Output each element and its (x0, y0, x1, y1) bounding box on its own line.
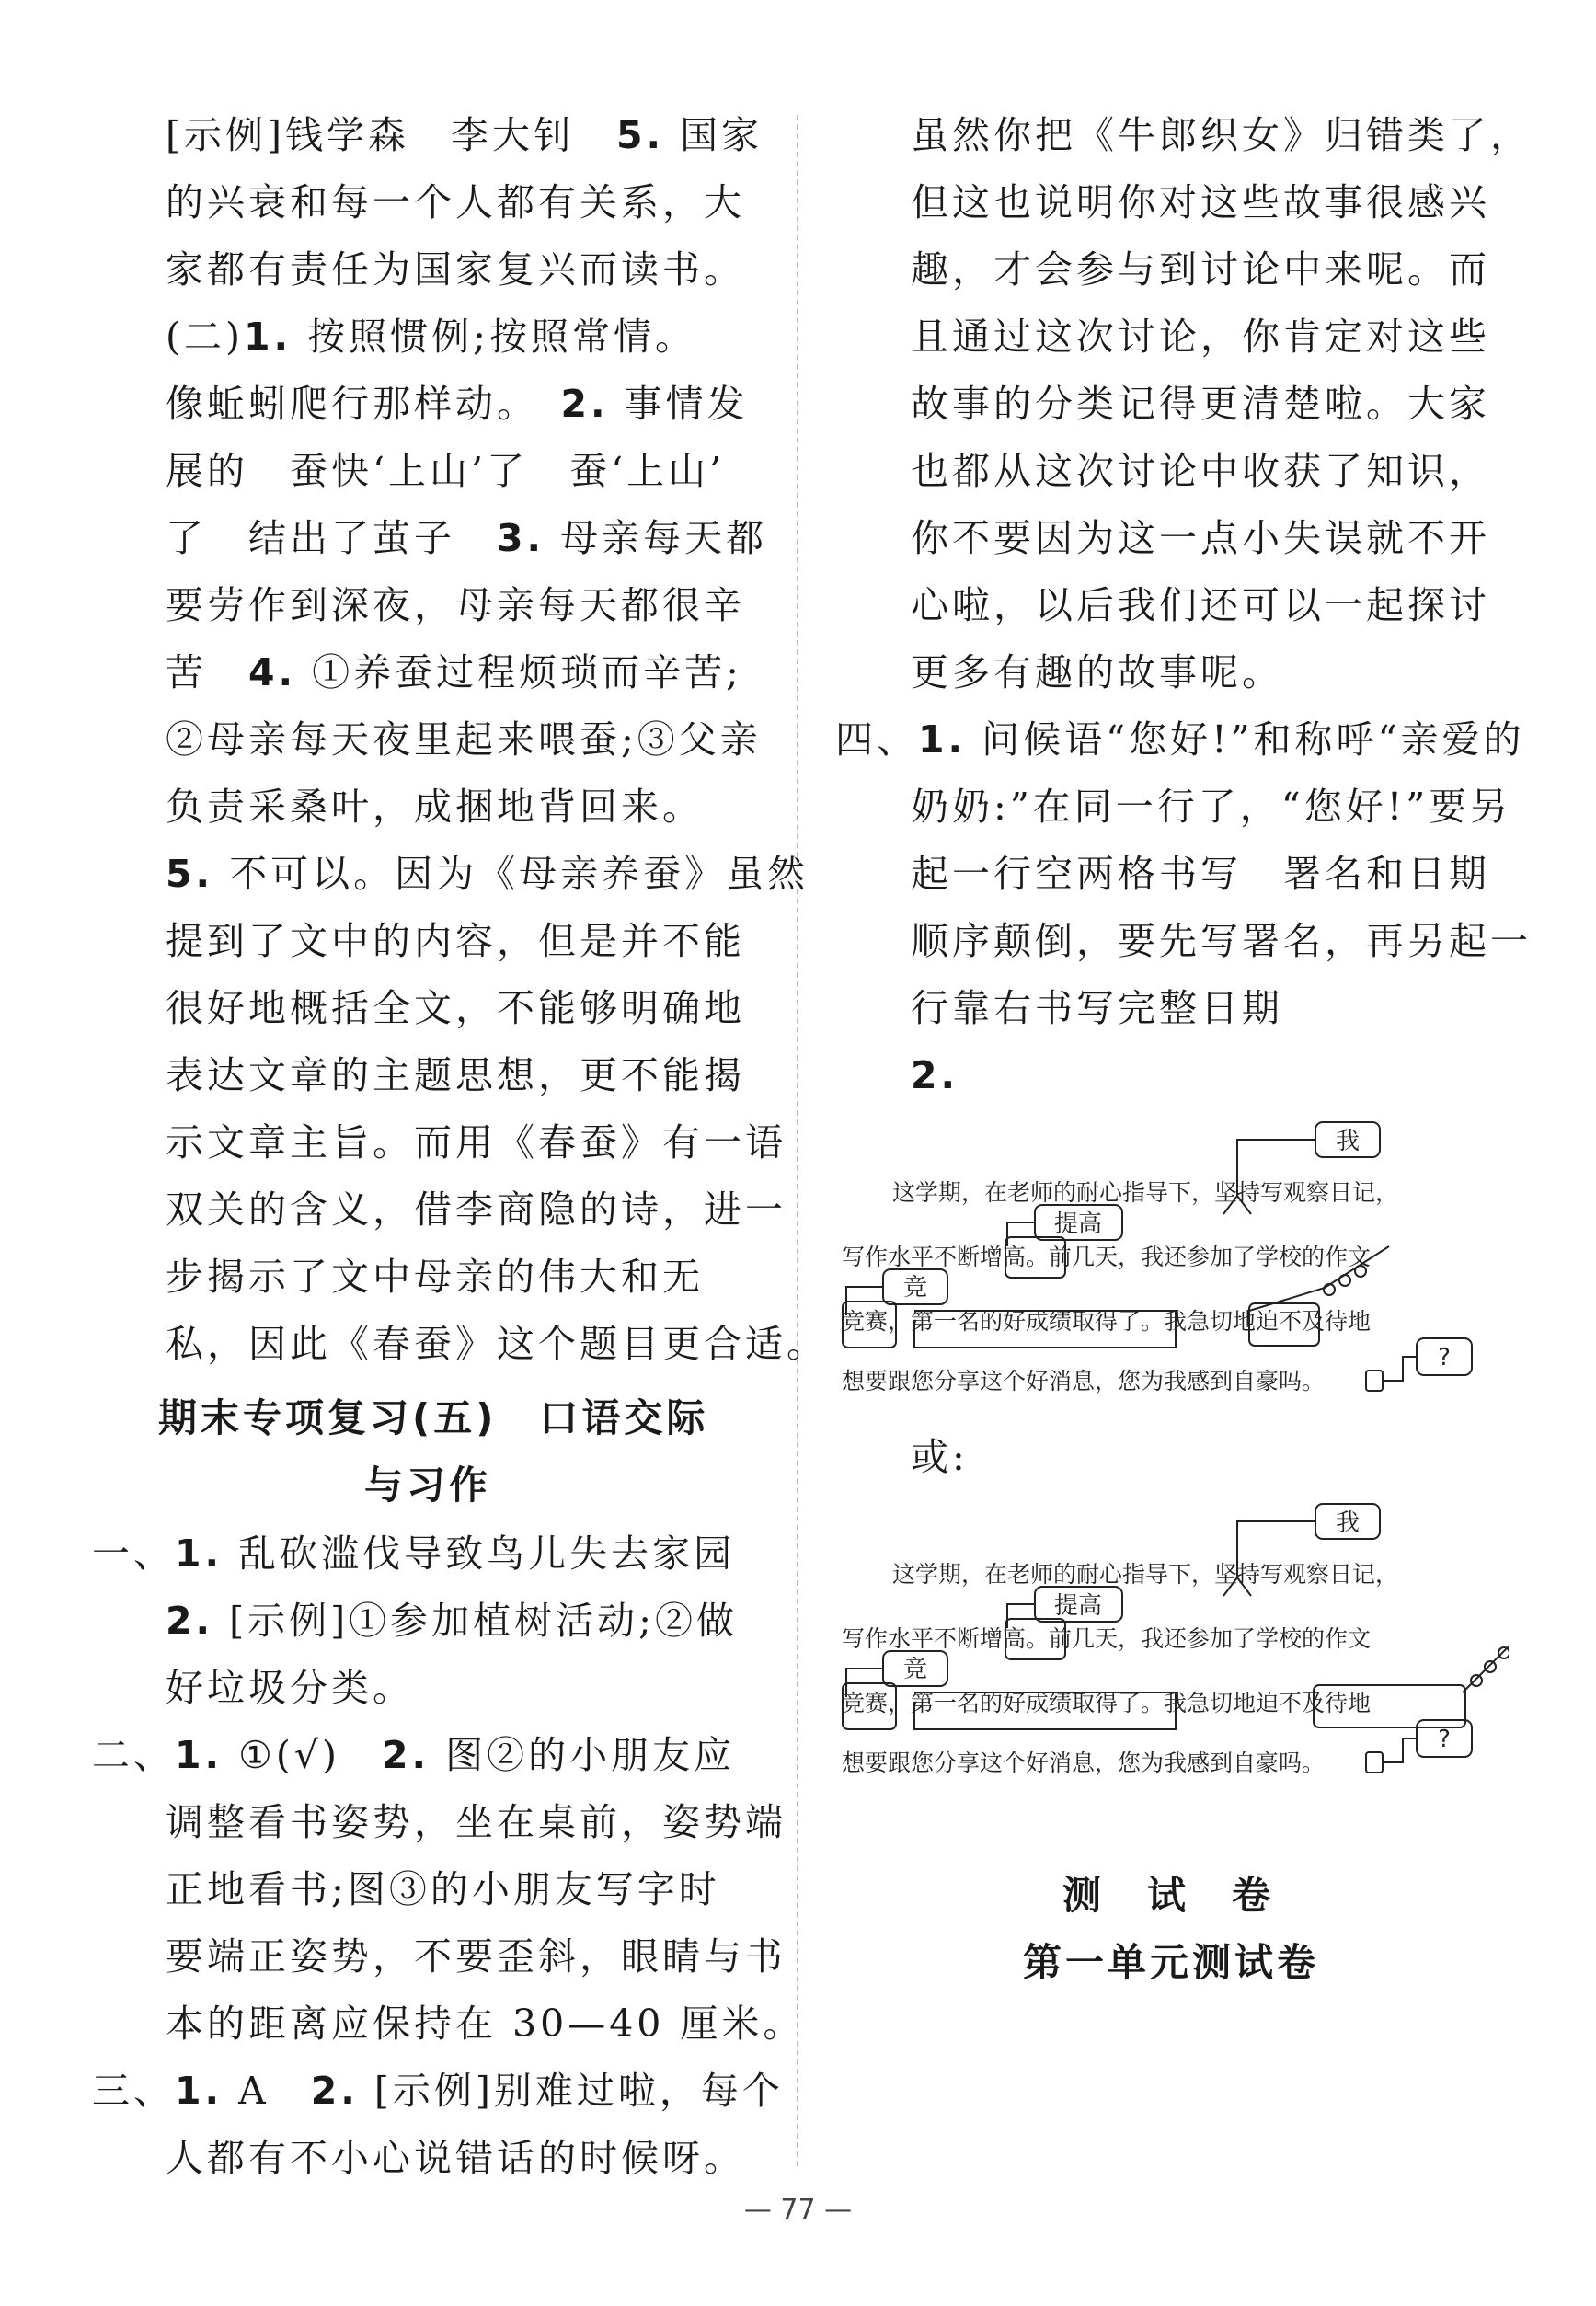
answer-line (166, 1183, 787, 1236)
answer-line (166, 1795, 787, 1849)
answer-line (166, 1930, 787, 1983)
answer-line (92, 1728, 735, 1782)
answer-text: 提到了文中的内容，但是并不能 (166, 919, 745, 963)
answer-line (166, 914, 745, 968)
answer-text: 虽然你把《牛郎织女》归错类了， (911, 113, 1532, 157)
answer-line (166, 1049, 745, 1102)
answer-line (166, 780, 704, 833)
item-number: 2. (166, 1599, 214, 1643)
answer-text: 二、 (92, 1733, 175, 1777)
answer-text: 事情发 (608, 382, 749, 426)
answer-text: 顺序颠倒，要先写署名，再另起一 (911, 919, 1532, 963)
answer-line (911, 646, 1283, 699)
item-number: 1. (175, 1532, 224, 1576)
answer-line (911, 444, 1490, 498)
answer-line (911, 914, 1532, 968)
answer-text: 且通过这次讨论，你肯定对这些 (911, 315, 1490, 359)
answer-line (911, 579, 1490, 632)
answer-line (166, 1594, 738, 1647)
answer-text: 但这也说明你对这些故事很感兴 (911, 180, 1490, 224)
answer-text: 要端正姿势，不要歪斜，眼睛与书 (166, 1934, 787, 1979)
item-number: 1. (918, 717, 967, 762)
item-number: 4. (248, 650, 297, 694)
answer-line (92, 1527, 735, 1580)
page-number: — 77 — (743, 2194, 853, 2226)
box-label-tigao: 提高 (1053, 1210, 1103, 1238)
answer-line (911, 1049, 959, 1102)
passage-line-2: 写作水平不断增高。前几天，我还参加了学校的作文 (842, 1625, 1372, 1652)
box-label-tigao: 提高 (1053, 1592, 1103, 1620)
answer-text: ②母亲每天夜里起来喂蚕;③父亲 (166, 717, 762, 762)
answer-line (911, 109, 1532, 162)
box-label-question: ? (1438, 1726, 1451, 1753)
answer-text: 展的 蚕快‘上山’了 蚕‘上山’ (166, 449, 726, 493)
answer-text: 负责采桑叶，成捆地背回来。 (166, 785, 704, 829)
column-divider (797, 115, 798, 2166)
box-label-question: ? (1438, 1344, 1451, 1371)
answer-line (911, 511, 1490, 565)
answer-text: 不可以。因为《母亲养蚕》虽然 (213, 852, 809, 896)
answer-line (166, 444, 725, 498)
answer-line (835, 713, 1525, 766)
answer-line (911, 847, 1490, 901)
answer-text: 表达文章的主题思想，更不能揭 (166, 1053, 745, 1097)
answer-text: 问候语“您好!”和称呼“亲爱的 (966, 717, 1525, 762)
answer-text: 故事的分类记得更清楚啦。大家 (911, 382, 1490, 426)
answer-text: 示文章主旨。而用《春蚕》有一语 (166, 1120, 787, 1164)
answer-text: 要劳作到深夜，母亲每天都很辛 (166, 583, 745, 627)
answer-line (911, 981, 1283, 1035)
item-number: 3. (497, 516, 545, 560)
answer-line (166, 1997, 804, 2050)
answer-text: 你不要因为这一点小失误就不开 (911, 516, 1490, 560)
answer-line (166, 176, 745, 229)
answer-line (166, 310, 696, 363)
answer-text: 更多有趣的故事呢。 (911, 650, 1283, 694)
passage-line-4: 想要跟您分享这个好消息，您为我感到自豪吗。 (842, 1368, 1326, 1394)
answer-text: 心啦，以后我们还可以一起探讨 (911, 583, 1490, 627)
answer-text: 奶奶:”在同一行了，“您好!”要另 (911, 785, 1512, 829)
answer-line (911, 243, 1490, 296)
box-label-jing: 竞 (902, 1274, 928, 1302)
answer-line (166, 1863, 720, 1916)
answer-text: ①养蚕过程烦琐而辛苦; (296, 650, 742, 694)
answer-text: 乱砍滥伐导致鸟儿失去家园 (223, 1532, 736, 1576)
answer-text: 也都从这次讨论中收获了知识， (911, 449, 1490, 493)
item-number: 5. (616, 113, 665, 157)
answer-text: 趣，才会参与到讨论中来呢。而 (911, 247, 1490, 292)
answer-line (166, 579, 745, 632)
answer-line (166, 243, 745, 296)
answer-line (166, 1250, 704, 1303)
answer-line (911, 377, 1490, 430)
item-number: 2. (560, 382, 609, 426)
answer-text: 步揭示了文中母亲的伟大和无 (166, 1255, 704, 1299)
answer-text: 起一行空两格书写 署名和日期 (911, 852, 1490, 896)
answer-line (166, 109, 763, 162)
answer-line (166, 847, 809, 901)
answer-line (166, 2131, 745, 2185)
box-label-jing: 竞 (902, 1656, 928, 1683)
alternative-label: 或: (911, 1435, 969, 1479)
item-number: 1. (244, 315, 293, 359)
answer-text: 像蚯蚓爬行那样动。 (166, 382, 561, 426)
answer-text: 三、 (92, 2069, 175, 2113)
answer-line (166, 1317, 828, 1371)
answer-text: 了 结出了茧子 (166, 516, 497, 560)
answer-text: ①(√) (223, 1733, 383, 1777)
answer-line (911, 310, 1490, 363)
item-number: 5. (166, 852, 214, 896)
answer-text: 很好地概括全文，不能够明确地 (166, 986, 745, 1030)
answer-line (166, 981, 745, 1035)
answer-text: [示例]钱学森 李大钊 (166, 113, 616, 157)
answer-text: 私，因此《春蚕》这个题目更合适。 (166, 1322, 828, 1366)
answer-line (911, 780, 1511, 833)
item-number: 1. (175, 1733, 224, 1777)
answer-text: 人都有不小心说错话的时候呀。 (166, 2136, 745, 2180)
answer-text: 四、 (835, 717, 918, 762)
box-label-wo: 我 (1335, 1509, 1361, 1537)
passage-line-1: 这学期，在老师的耐心指导下，坚持写观察日记， (892, 1561, 1399, 1588)
correction-diagram-2 (828, 1490, 1509, 1775)
passage-line-3: 竞赛，第一名的好成绩取得了。我急切地迫不及待地 (842, 1308, 1372, 1335)
passage-line-3: 竞赛，第一名的好成绩取得了。我急切地迫不及待地 (842, 1690, 1372, 1716)
answer-text: [示例]别难过啦，每个 (358, 2069, 784, 2113)
answer-text: 家都有责任为国家复兴而读书。 (166, 247, 745, 292)
answer-text: 正地看书;图③的小朋友写字时 (166, 1867, 720, 1911)
answer-text: A (223, 2069, 311, 2113)
answer-line (166, 1661, 414, 1715)
section-heading-unit1-test: 第一单元测试卷 (1023, 1940, 1320, 1985)
answer-text: 图②的小朋友应 (430, 1733, 736, 1777)
answer-text: 国家 (664, 113, 764, 157)
answer-text: 一、 (92, 1532, 175, 1576)
item-number: 2. (382, 1733, 431, 1777)
answer-line (166, 1116, 787, 1169)
answer-text: 行靠右书写完整日期 (911, 986, 1283, 1030)
answer-text: 双关的含义，借李商隐的诗，进一 (166, 1187, 787, 1232)
box-label-wo: 我 (1335, 1128, 1361, 1155)
answer-line (166, 377, 749, 430)
answer-text: [示例]①参加植树活动;②做 (213, 1599, 738, 1643)
item-number: 2. (911, 1053, 959, 1097)
answer-text: 苦 (166, 650, 248, 694)
answer-line (92, 2064, 784, 2117)
answer-line (911, 176, 1490, 229)
answer-line (166, 713, 762, 766)
passage-line-1: 这学期，在老师的耐心指导下，坚持写观察日记， (892, 1179, 1399, 1206)
section-heading-oral-writing: 期末专项复习(五) 口语交际 (158, 1395, 709, 1440)
section-heading-test-papers: 测 试 卷 (1062, 1873, 1275, 1918)
correction-diagram-1 (828, 1108, 1509, 1394)
section-heading-oral-writing-cont: 与习作 (364, 1463, 492, 1508)
answer-line (166, 511, 767, 565)
item-number: 2. (310, 2069, 359, 2113)
answer-text: 好垃圾分类。 (166, 1666, 414, 1710)
answer-line (166, 646, 742, 699)
answer-text: 调整看书姿势，坐在桌前，姿势端 (166, 1800, 787, 1844)
answer-text: 本的距离应保持在 30—40 厘米。 (166, 2002, 805, 2046)
answer-text: (二) (166, 315, 244, 359)
passage-line-2: 写作水平不断增高。前几天，我还参加了学校的作文 (842, 1244, 1372, 1270)
answer-text: 的兴衰和每一个人都有关系，大 (166, 180, 745, 224)
answer-text: 母亲每天都 (545, 516, 768, 560)
answer-text: 按照惯例;按照常情。 (292, 315, 696, 359)
passage-line-4: 想要跟您分享这个好消息，您为我感到自豪吗。 (842, 1750, 1326, 1775)
item-number: 1. (175, 2069, 224, 2113)
